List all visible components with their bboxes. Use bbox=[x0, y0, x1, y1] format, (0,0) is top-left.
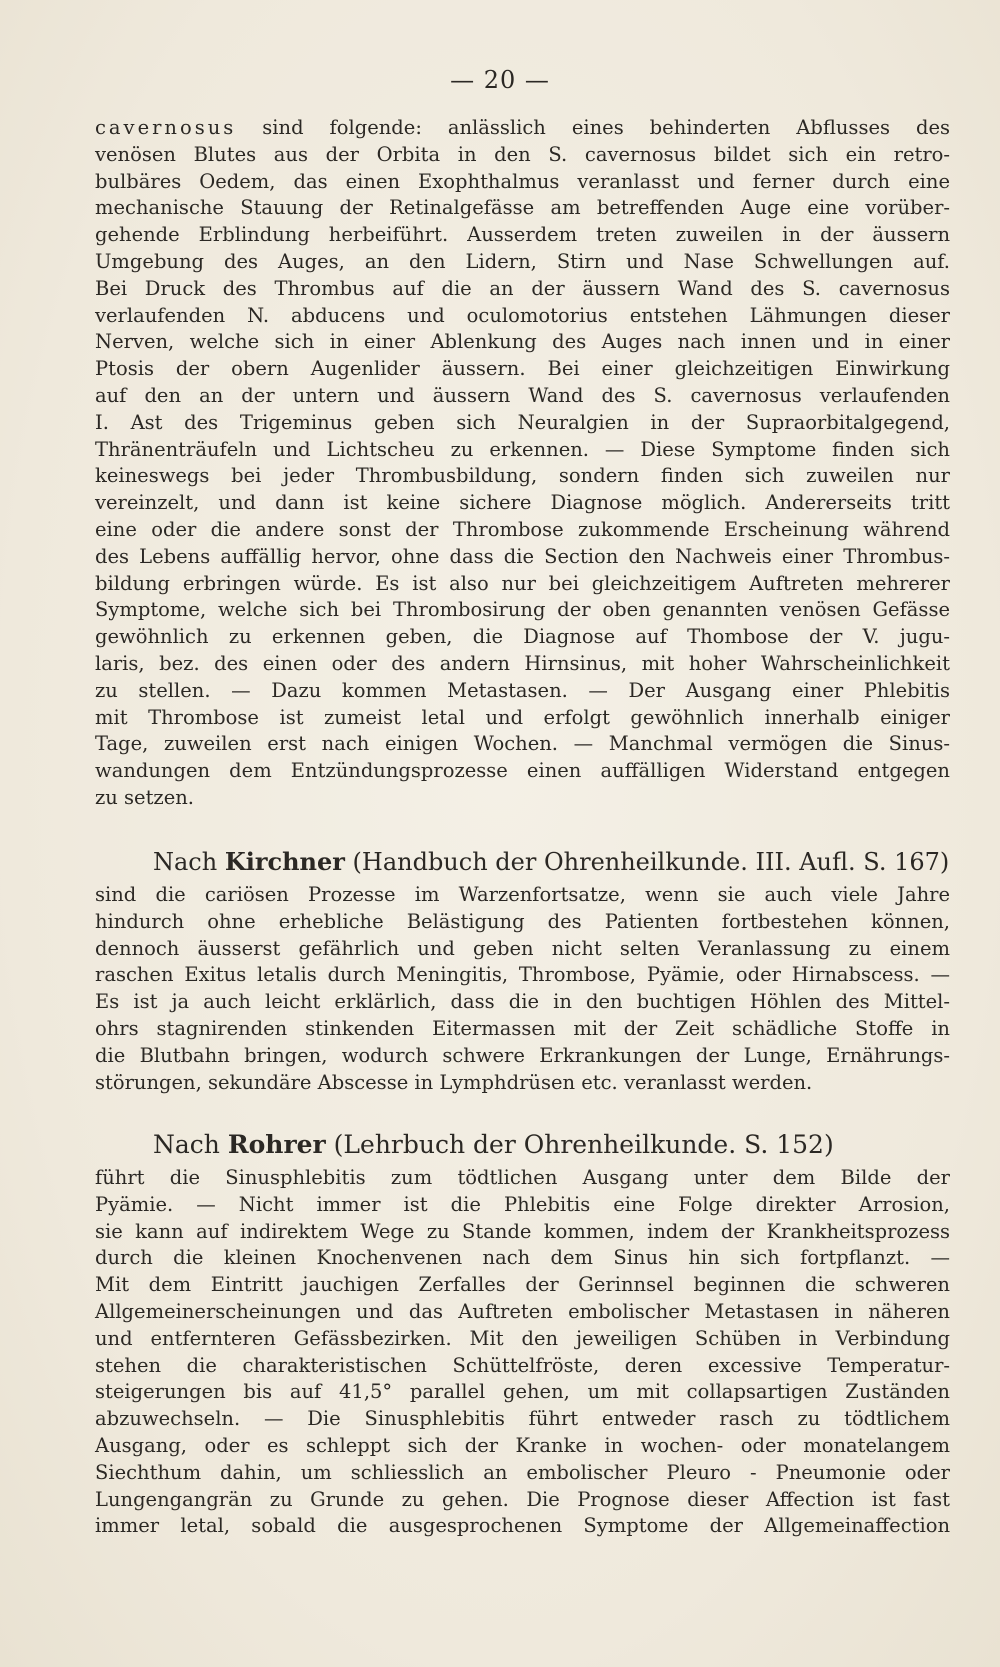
text-line: abzuwechseln. — Die Sinusphlebitis führt entweder rasch zu tödtlichem bbox=[95, 1407, 950, 1431]
text-span: sind folgende: anlässlich eines behinderten Abflusses des bbox=[236, 116, 950, 139]
text-line: Pyämie. — Nicht immer ist die Phlebitis eine Folge direkter Arrosion, bbox=[95, 1192, 950, 1216]
text-line: Ptosis der obern Augenlider äussern. Bei einer gleichzeitigen Einwirkung bbox=[95, 357, 950, 381]
text-line: dennoch äusserst gefährlich und geben nicht selten Veranlassung zu einem bbox=[95, 936, 950, 960]
text-line: Umgebung des Auges, an den Lidern, Stirn und Nase Schwellungen auf. bbox=[95, 249, 950, 273]
text-line: Thränenträufeln und Lichtscheu zu erkennen. — Diese Symptome finden sich bbox=[95, 437, 950, 461]
text-line: stehen die charakteristischen Schüttelfröste, deren excessive Temperatur- bbox=[95, 1353, 950, 1377]
heading-line bbox=[153, 1125, 950, 1165]
text-line: eine oder die andere sonst der Thrombose zukommende Erscheinung während bbox=[95, 517, 950, 541]
text-line: immer letal, sobald die ausgesprochenen Symptome der Allgemeinaffection bbox=[95, 1514, 950, 1538]
page-number: — 20 — bbox=[450, 66, 550, 94]
spaced-word: cavernosus bbox=[95, 116, 237, 139]
text-line: gehende Erblindung herbeiführt. Ausserdem treten zuweilen in der äussern bbox=[95, 223, 950, 247]
text-line: sind die cariösen Prozesse im Warzenfortsatze, wenn sie auch viele Jahre bbox=[95, 883, 950, 906]
text-line: Es ist ja auch leicht erklärlich, dass die in den buchtigen Höhlen des Mittel- bbox=[95, 990, 950, 1014]
text-line: mechanische Stauung der Retinalgefässe am betreffenden Auge eine vorüber- bbox=[95, 196, 950, 220]
text-line: sie kann auf indirektem Wege zu Stande kommen, indem der Krankheitsprozess bbox=[95, 1219, 950, 1243]
text-line: führt die Sinusphlebitis zum tödtlichen Ausgang unter dem Bilde der bbox=[95, 1166, 950, 1189]
heading-prefix: Nach bbox=[153, 848, 225, 876]
section-heading-rohrer bbox=[153, 1125, 950, 1165]
text-line: raschen Exitus letalis durch Meningitis, Thrombose, Pyämie, oder Hirnabscess. — bbox=[95, 963, 950, 987]
paragraph-rohrer bbox=[95, 1165, 950, 1540]
text-line: Mit dem Eintritt jauchigen Zerfalles der Gerinnsel beginnen die schweren bbox=[95, 1273, 950, 1297]
text-line: zu stellen. — Dazu kommen Metastasen. — Der Ausgang einer Phlebitis bbox=[95, 678, 950, 702]
text-line: keineswegs bei jeder Thrombusbildung, sondern finden sich zuweilen nur bbox=[95, 464, 950, 488]
text-line bbox=[95, 115, 950, 142]
text-line: venösen Blutes aus der Orbita in den S. cavernosus bildet sich ein retro- bbox=[95, 142, 950, 166]
text-line: Symptome, welche sich bei Thrombosirung der oben genannten venösen Gefässe bbox=[95, 598, 950, 622]
text-line: Ausgang, oder es schleppt sich der Kranke in wochen- oder monatelangem bbox=[95, 1433, 950, 1457]
paragraph-cavernosus bbox=[95, 115, 950, 812]
text-line: Nerven, welche sich in einer Ablenkung des Auges nach innen und in einer bbox=[95, 330, 950, 354]
text-line: hindurch ohne erhebliche Belästigung des Patienten fortbestehen können, bbox=[95, 909, 950, 933]
text-line: gewöhnlich zu erkennen geben, die Diagnose auf Thombose der V. jugu- bbox=[95, 625, 950, 649]
text-line: Tage, zuweilen erst nach einigen Wochen. — Manchmal vermögen die Sinus- bbox=[95, 732, 950, 756]
text-line: auf den an der untern und äussern Wand des S. cavernosus verlaufenden bbox=[95, 383, 950, 407]
text-line: mit Thrombose ist zumeist letal und erfolgt gewöhnlich innerhalb einiger bbox=[95, 705, 950, 729]
heading-citation: (Handbuch der Ohrenheilkunde. III. Aufl. S. 167) bbox=[344, 848, 950, 876]
text-line: Bei Druck des Thrombus auf die an der äussern Wand des S. cavernosus bbox=[95, 276, 950, 300]
text-line: I. Ast des Trigeminus geben sich Neuralgien in der Supraorbitalgegend, bbox=[95, 410, 950, 434]
heading-citation: (Lehrbuch der Ohrenheilkunde. S. 152) bbox=[325, 1130, 834, 1159]
text-line: bulbäres Oedem, das einen Exophthalmus veranlasst und ferner durch eine bbox=[95, 169, 950, 193]
text-line: verlaufenden N. abducens und oculomotorius entstehen Lähmungen dieser bbox=[95, 303, 950, 327]
paragraph-kirchner bbox=[95, 882, 950, 1096]
text-line: störungen, sekundäre Abscesse in Lymphdrüsen etc. veranlasst werden. bbox=[95, 1070, 813, 1094]
author-name: Kirchner bbox=[224, 847, 345, 876]
text-line: Siechthum dahin, um schliesslich an embolischer Pleuro - Pneumonie oder bbox=[95, 1460, 950, 1484]
section-heading-kirchner bbox=[153, 842, 950, 882]
text-line: durch die kleinen Knochenvenen nach dem Sinus hin sich fortpflanzt. — bbox=[95, 1246, 950, 1270]
text-line: des Lebens auffällig hervor, ohne dass die Section den Nachweis einer Thrombus- bbox=[95, 544, 950, 568]
text-line: laris, bez. des einen oder des andern Hirnsinus, mit hoher Wahrscheinlichkeit bbox=[95, 651, 950, 675]
heading-prefix: Nach bbox=[153, 1130, 228, 1159]
text-line: zu setzen. bbox=[95, 785, 194, 809]
author-name: Rohrer bbox=[227, 1130, 326, 1159]
heading-line bbox=[153, 842, 950, 882]
text-line: und entfernteren Gefässbezirken. Mit den jeweiligen Schüben in Verbindung bbox=[95, 1326, 950, 1350]
text-line: wandungen dem Entzündungsprozesse einen auffälligen Widerstand entgegen bbox=[95, 759, 950, 783]
text-line: ohrs stagnirenden stinkenden Eitermassen mit der Zeit schädliche Stoffe in bbox=[95, 1016, 950, 1040]
text-line: Lungengangrän zu Grunde zu gehen. Die Prognose dieser Affection ist fast bbox=[95, 1487, 950, 1511]
text-line: bildung erbringen würde. Es ist also nur bei gleichzeitigem Auftreten mehrerer bbox=[95, 571, 950, 595]
text-line: Allgemeinerscheinungen und das Auftreten embolischer Metastasen in näheren bbox=[95, 1299, 950, 1323]
text-line: vereinzelt, und dann ist keine sichere Diagnose möglich. Andererseits tritt bbox=[95, 491, 950, 515]
text-line: steigerungen bis auf 41,5° parallel gehen, um mit collapsartigen Zuständen bbox=[95, 1380, 950, 1404]
text-line: die Blutbahn bringen, wodurch schwere Erkrankungen der Lunge, Ernährungs- bbox=[95, 1043, 950, 1067]
